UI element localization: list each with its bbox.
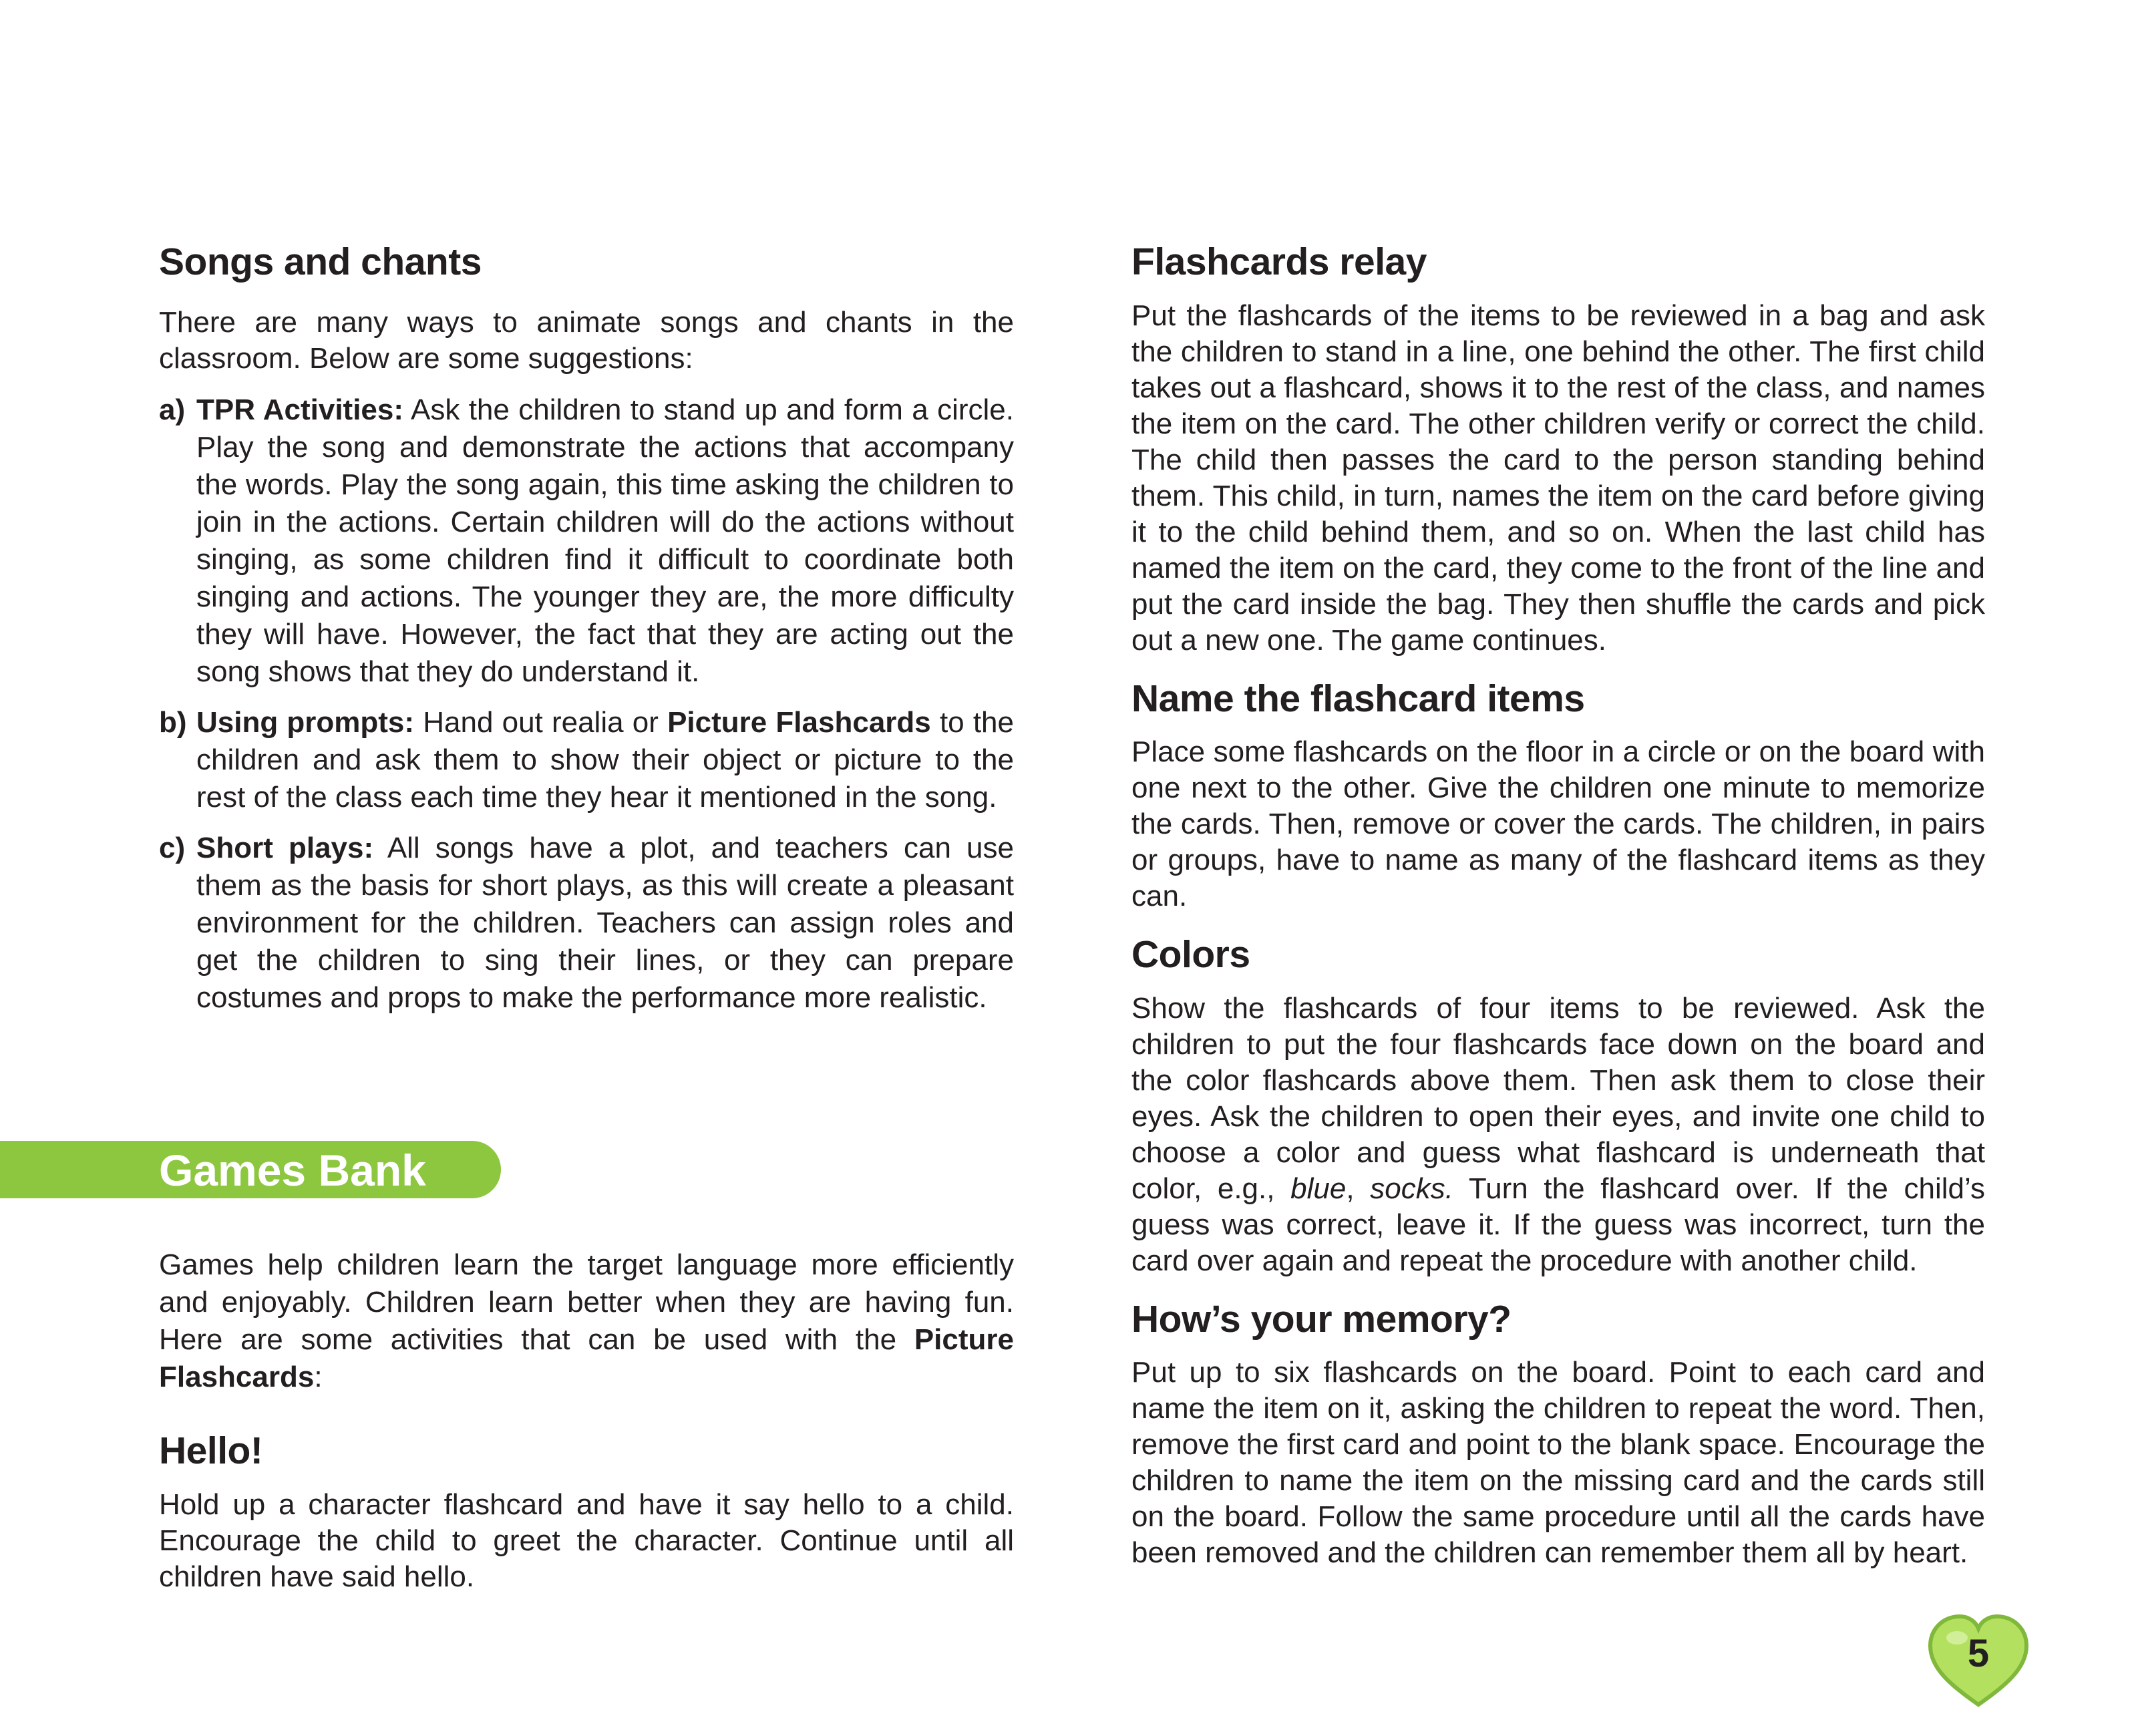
name-items-heading: Name the flashcard items	[1131, 677, 1585, 720]
item-title: TPR Activities:	[196, 393, 404, 426]
list-item-prompts	[159, 704, 1014, 816]
flashcards-relay-heading: Flashcards relay	[1131, 240, 1427, 283]
flashcards-relay-body: Put the flashcards of the items to be reviewed in a bag and ask the children to stand in a line, one behind the other. The first child takes out a flashcard, shows it to the rest of the class, and names the item on the card. The other children verify or correct the child. The child then passes the card to the person standing behind them. This child, in turn, names the item on the card before giving it to the child behind them, and so on. When the last child has named the item on the card, they come to the front of the line and put the card inside the bag. They then shuffle the cards and pick out a new one. The game continues.	[1131, 299, 1985, 657]
games-bank-title: Games Bank	[159, 1146, 426, 1195]
list-marker: b)	[159, 705, 187, 739]
name-items-body: Place some flashcards on the floor in a circle or on the board with one next to the other. Give the children one minute to memorize the cards. Then, remove or cover the cards. The children, in pairs or groups, have to name as many of the flashcard items as they can.	[1131, 735, 1985, 913]
right-column	[1131, 240, 1985, 1571]
list-marker: c)	[159, 831, 186, 864]
hello-body: Hold up a character flashcard and have it say hello to a child. Encourage the child to greet the character. Continue until all children have said hello.	[159, 1488, 1014, 1593]
item-title: Short plays:	[196, 831, 374, 864]
games-bank-intro: Games help children learn the target language more efficiently and enjoyably. Children learn better when they are having fun. Here are some activities that can be used with the Picture Flashcards:	[159, 1248, 1014, 1393]
item-bold-term: Picture Flashcards	[667, 705, 931, 739]
item-body: Hand out realia or	[423, 705, 659, 739]
item-body: All songs have a plot, and teachers can use them as the basis for short plays, as this will create a pleasant environment for the children. Teachers can assign roles and get the children to sing their lines, or they can prepare costumes and props to make the performance more realistic.	[196, 831, 1014, 1014]
intro-bold-term: Picture Flashcards	[159, 1323, 1014, 1393]
page-number-badge	[1925, 1611, 2032, 1711]
item-body: Ask the children to stand up and form a circle. Play the song and demonstrate the actions that accompany the words. Play the song again, this time asking the children to join in the actions. Certain children will do the actions without singing, as some children find it difficult to coordinate both singing and actions. The younger they are, the more difficulty they will have. However, the fact that they are acting out the song shows that they do understand it.	[196, 393, 1014, 688]
colors-body: Show the flashcards of four items to be reviewed. Ask the children to put the four flashcards face down on the board and the color flashcards above them. Then ask them to close their eyes. Ask the children to open their eyes, and invite one child to choose a color and guess what flashcard is underneath that color, e.g., blue, socks. Turn the flashcard over. If the child’s guess was correct, leave it. If the guess was incorrect, turn the card over again and repeat the procedure with another child.	[1131, 991, 1985, 1277]
memory-heading: How’s your memory?	[1131, 1297, 1512, 1341]
songs-intro: There are many ways to animate songs and chants in the classroom. Below are some suggestions:	[159, 305, 1014, 375]
games-bank-banner	[0, 1141, 501, 1198]
page-number: 5	[1967, 1632, 1990, 1675]
songs-heading: Songs and chants	[159, 240, 482, 283]
list-marker: a)	[159, 393, 186, 426]
games-bank-column	[159, 1246, 1014, 1595]
memory-body: Put up to six flashcards on the board. Point to each card and name the item on it, asking the children to repeat the word. Then, remove the first card and point to the blank space. Encourage the children to name the item on the missing card and the cards still on the board. Follow the same procedure until all the cards have been removed and the children can remember them all by heart.	[1131, 1356, 1985, 1570]
list-item-tpr	[159, 391, 1014, 691]
left-column	[159, 240, 1014, 1017]
list-item-plays	[159, 830, 1014, 1017]
item-title: Using prompts:	[196, 705, 415, 739]
hello-heading: Hello!	[159, 1429, 263, 1472]
item-body: to the children and ask them to show their object or picture to the rest of the class each time they hear it mentioned in the song.	[196, 705, 1014, 814]
colors-heading: Colors	[1131, 933, 1250, 977]
